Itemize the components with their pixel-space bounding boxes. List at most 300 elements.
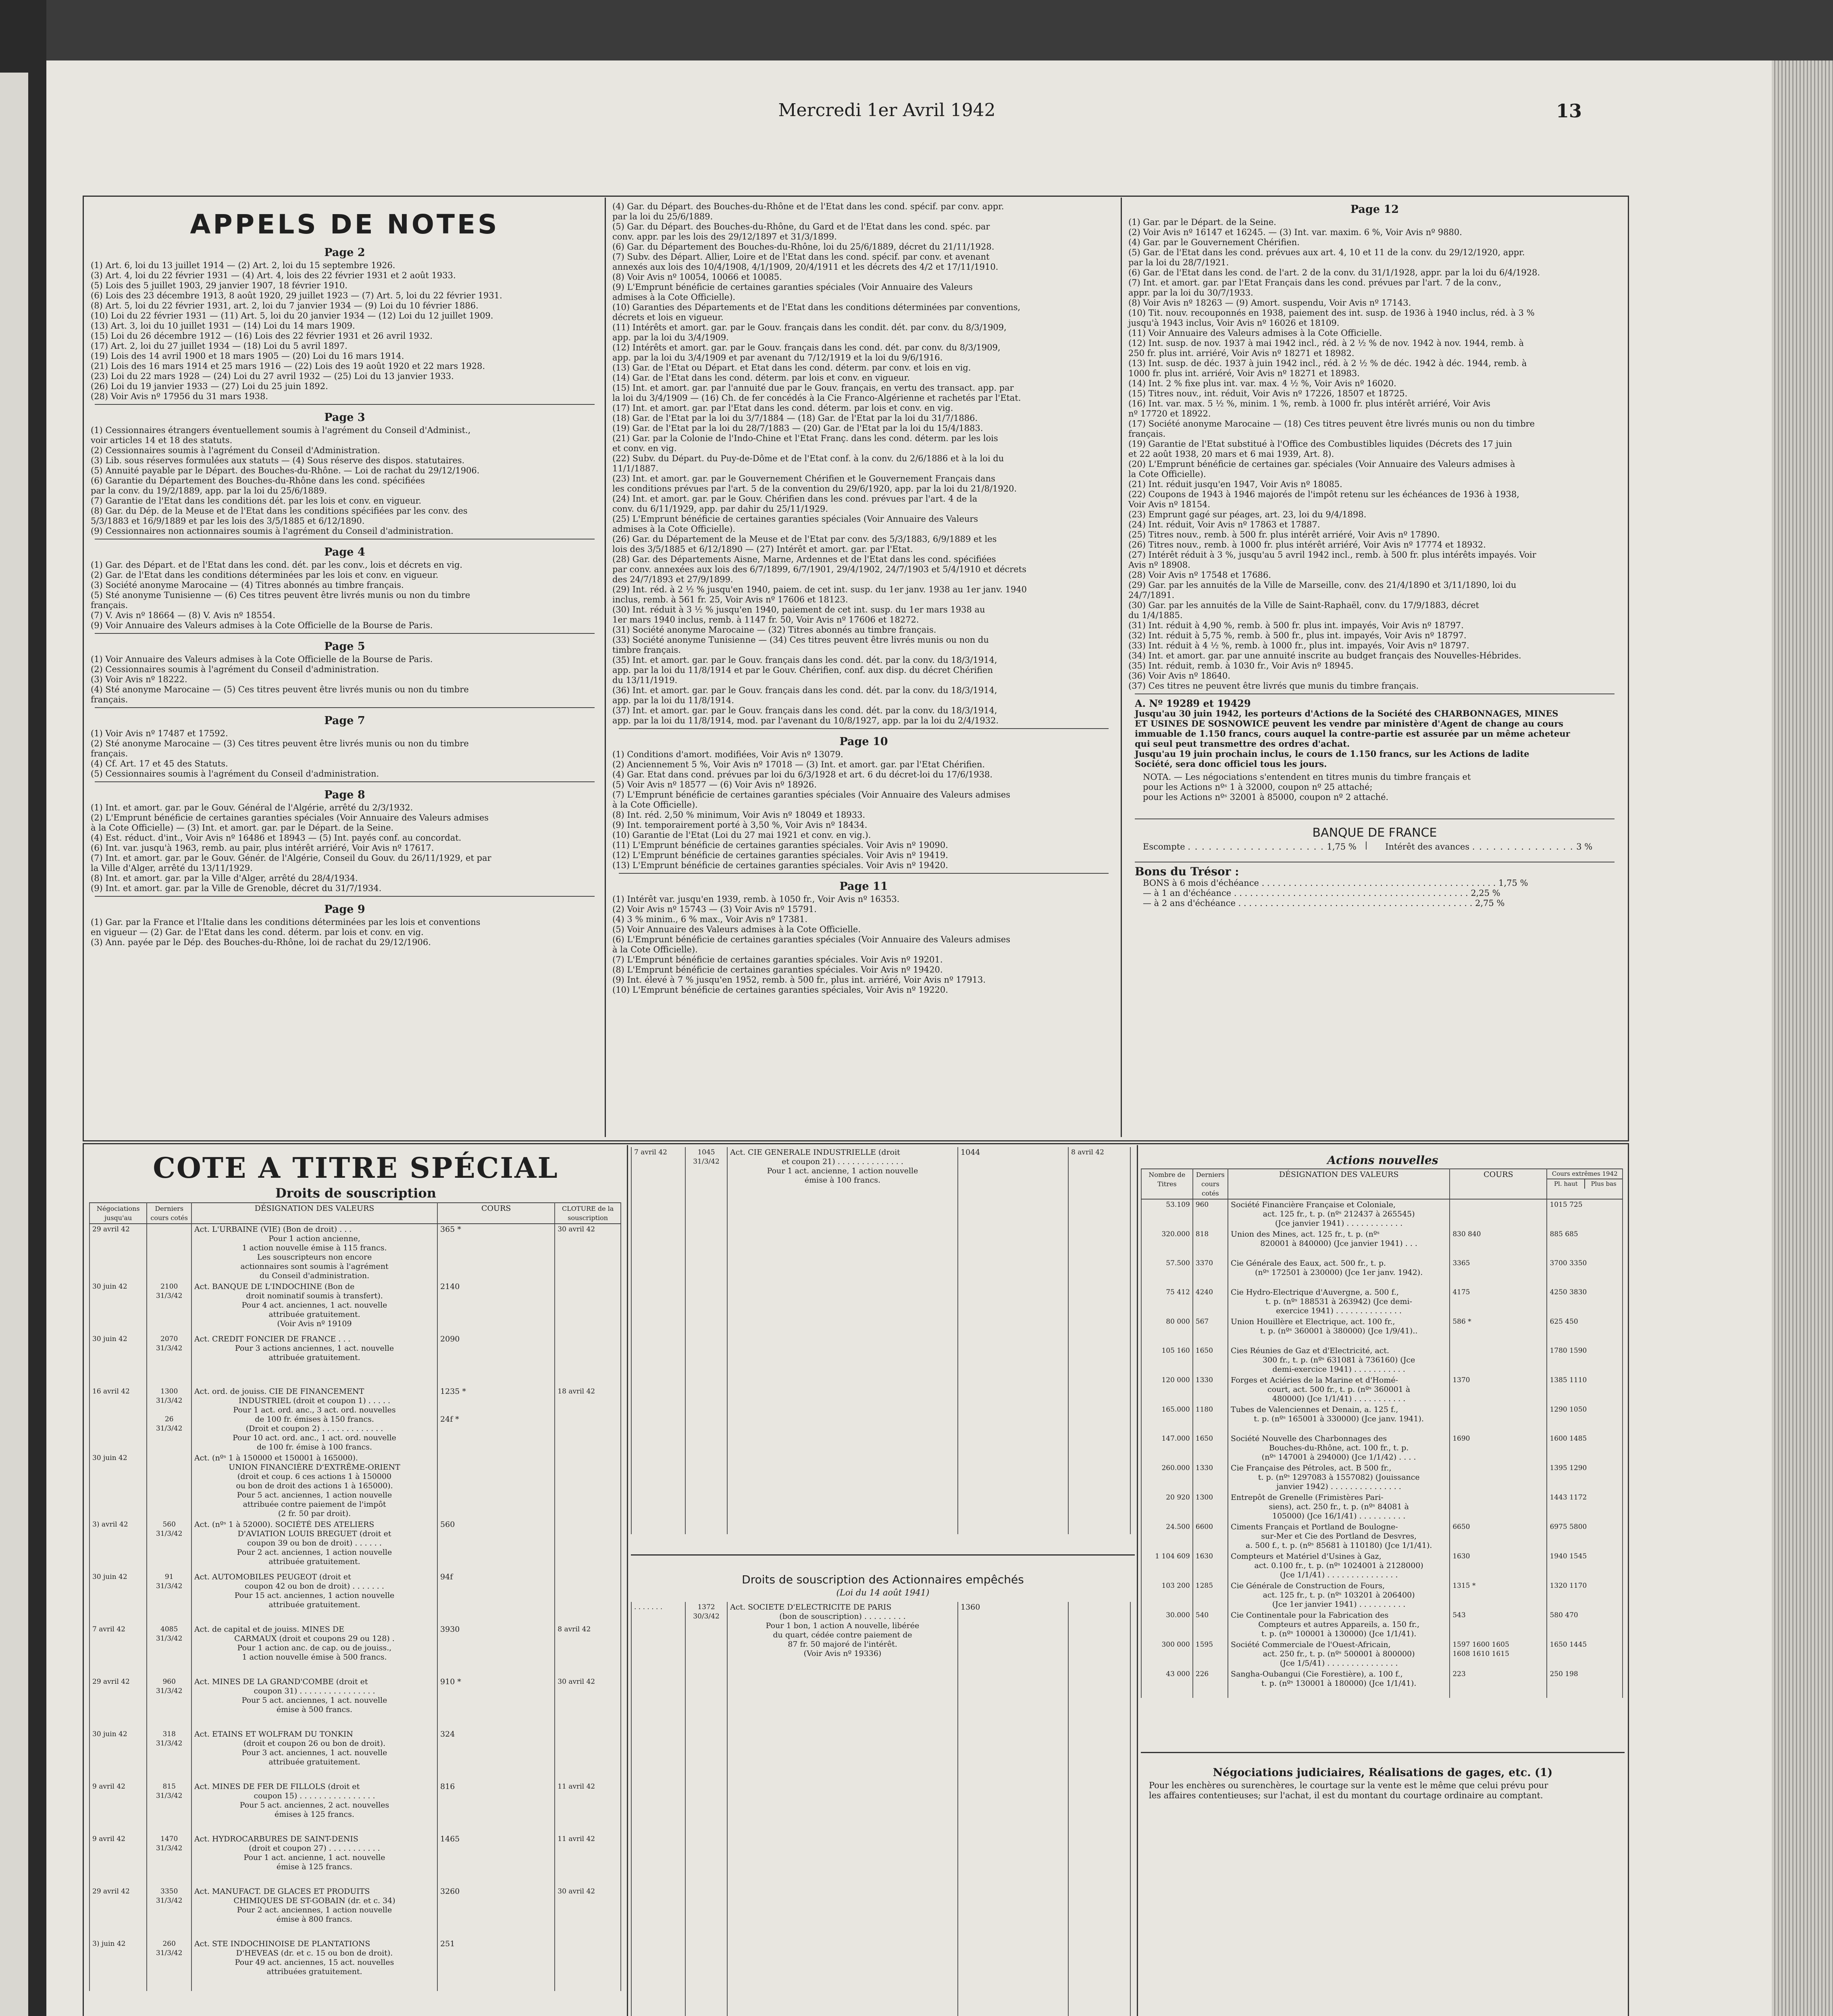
designation (191, 1224, 437, 1281)
note-line: (15) Int. et amort. gar. par l'annuité due par le Gouv. français, en vertu des transact. app. par (612, 383, 1014, 393)
designation (191, 1624, 437, 1677)
tresor-rate-row (1127, 898, 1623, 908)
note-line: par la conv. du 19/2/1889, app. par la loi du 25/6/1889. (91, 486, 327, 496)
note-line: (31) Société anonyme Marocaine — (32) Titres abonnés au timbre français. (612, 625, 936, 635)
note-line: admises à la Cote Officielle). (612, 524, 736, 534)
table-row (89, 1781, 621, 1834)
designation-line: attribuée gratuitement. (268, 1758, 360, 1766)
nota-text (1143, 772, 1623, 802)
designation-line: 1 action nouvelle émise à 115 francs. (242, 1243, 387, 1252)
divider (619, 873, 1109, 874)
note-line: (14) Gar. de l'Etat dans les cond. déterm. par lois et conv. en vigueur. (612, 373, 910, 383)
designation-line: Pour 1 action anc. de cap. ou de jouiss., (237, 1643, 392, 1652)
designation-line: Pour 5 act. anciennes, 1 action nouvelle (237, 1491, 392, 1500)
designation-line: 87 fr. 50 majoré de l'intérêt. (788, 1640, 897, 1649)
cours: 1370 (1450, 1375, 1547, 1404)
actions-table (1141, 1168, 1623, 1698)
table-row (1141, 1463, 1623, 1492)
designation-line: attribuées gratuitement. (266, 1967, 362, 1976)
note-line: (18) Gar. de l'Etat par la loi du 3/7/1884 — (18) Gar. de l'Etat par la loi du 31/7/1886. (612, 413, 978, 423)
note-line: (7) Subv. des Départ. Allier, Loire et de l'Etat dans les cond. spécif. par conv. et avenant (612, 252, 990, 262)
designation-line: CHIMIQUES DE ST-GOBAIN (dr. et c. 34) (233, 1896, 395, 1905)
designation-line: 820001 à 840000) (Jce janvier 1941) . . . (1260, 1239, 1417, 1248)
note-line: (1) Art. 6, loi du 13 juillet 1914 — (2) Art. 2, loi du 15 septembre 1926. (91, 260, 395, 270)
table-row (1141, 1404, 1623, 1433)
note-line: (1) Intérêt var. jusqu'en 1939, remb. à 1050 fr., Voir Avis nº 16353. (612, 894, 900, 904)
divider (619, 728, 1109, 729)
page11-heading: Page 11 (839, 880, 888, 893)
note-line: Avis nº 18908. (1128, 560, 1190, 570)
last-cours: 1470 31/3/42 (147, 1834, 191, 1886)
note-line: (8) Voir Avis nº 18263 — (9) Amort. suspendu, Voir Avis nº 17143. (1128, 298, 1411, 308)
derniers-cours: 1650 (1193, 1345, 1228, 1375)
note-line: app. par la loi du 11/8/1914 et par le Gouv. Chérifien, conf. aux disp. du décret Chérifien (612, 665, 993, 675)
cloture-date: 11 avril 42 (555, 1781, 621, 1834)
designation-line: (droit et coupon 27) . . . . . . . . . . . (249, 1844, 380, 1853)
note-line: (7) L'Emprunt bénéficie de certaines garanties spéciales (Voir Annuaire des Valeurs admises (612, 790, 1011, 800)
cours: 1465 (437, 1834, 555, 1886)
note-line: (8) Gar. du Dép. de la Meuse et de l'Etat dans les conditions spécifiées par les conv. des (91, 506, 468, 516)
facing-page-edge (0, 73, 28, 2016)
designation (191, 1729, 437, 1781)
designation-line: Pour 4 act. anciennes, 1 act. nouvelle (241, 1301, 387, 1310)
note-line: (1) Int. et amort. gar. par le Gouv. Général de l'Algérie, arrêté du 2/3/1932. (91, 803, 413, 812)
note-line: (35) Int. et amort. gar. par le Gouv. français dans les cond. dét. par la conv. du 18/3/1914, (612, 655, 997, 665)
designation-line: Act. (nºˢ 1 à 150000 et 150001 à 165000). (194, 1454, 358, 1462)
designation-line: t. p. (nºˢ 100001 à 130000) (Jce 1/1/41). (1261, 1629, 1417, 1638)
table-row (89, 1386, 621, 1453)
cours (1450, 1463, 1547, 1492)
note-line: (7) Int. et amort. gar. par le Gouv. Génér. de l'Algérie, Conseil du Gouv. du 26/11/1929, et par (91, 853, 491, 863)
divider (1141, 1752, 1625, 1753)
designation-line: Union des Mines, act. 125 fr., t. p. (nºˢ (1231, 1230, 1380, 1239)
page11-notes (611, 894, 1117, 995)
derniers-cours: 226 (1193, 1669, 1228, 1698)
designation (191, 1677, 437, 1729)
designation (1228, 1669, 1450, 1698)
designation-line: Act. SOCIETE D'ELECTRICITE DE PARIS (730, 1603, 892, 1612)
table-row (89, 1834, 621, 1886)
cours-extremes: 1290 1050 (1547, 1404, 1623, 1433)
note-line: (21) Gar. par la Colonie de l'Indo-Chine et l'Etat Franç. dans les cond. déterm. par les lois (612, 433, 998, 443)
negociation-date: 29 avril 42 (89, 1677, 147, 1729)
negociation-date: 29 avril 42 (89, 1224, 147, 1281)
designation-line: coupon 15) . . . . . . . . . . . . . . . . (254, 1791, 375, 1800)
note-line: (30) Int. réduit à 3 ½ % jusqu'en 1940, paiement de cet int. susp. du 1er mars 1938 au (612, 605, 985, 614)
empeches-title: Droits de souscription des Actionnaires empêchés (742, 1573, 1024, 1586)
designation (191, 1834, 437, 1886)
note-line: (5) Voir Annuaire des Valeurs admises à la Cote Officielle. (612, 925, 861, 934)
designation (191, 1939, 437, 1991)
cours (437, 1453, 555, 1519)
nego-line: les affaires contentieuses; sur l'achat, il est du montant du courtage ordinaire au comptant. (1149, 1791, 1543, 1800)
designation-line: t. p. (nºˢ 130001 à 180000) (Jce 1/1/41). (1261, 1679, 1417, 1688)
leader-dots: . . . . . . . . . . . . . . . . . . . . . . . . . . . . . . . . . . . . . . . . . . . . (1236, 898, 1475, 908)
page5-notes (87, 654, 603, 705)
designation-line: (Jce 1/5/41) . . . . . . . . . . . . . . . (1280, 1659, 1398, 1668)
avis-line: ET USINES DE SOSNOWICE peuvent les vendre par ministère d'Agent de change au cours (1135, 719, 1564, 729)
cours (1450, 1404, 1547, 1433)
note-line: (20) L'Emprunt bénéficie de certaines gar. spéciales (Voir Annuaire des Valeurs admises à (1128, 459, 1515, 469)
note-line: (6) Garantie du Département des Bouches-du-Rhône dans les cond. spécifiées (91, 476, 425, 485)
designation-line: (Voir Avis nº 19336) (803, 1649, 882, 1658)
last-cours: 318 31/3/42 (147, 1729, 191, 1781)
table-row (1141, 1345, 1623, 1375)
last-cours: 260 31/3/42 (147, 1939, 191, 1991)
col-negociations: Négociations jusqu'au (89, 1203, 147, 1224)
designation (191, 1886, 437, 1939)
designation-line: Pour 1 bon, 1 action A nouvelle, libérée (766, 1621, 920, 1630)
note-line: 24/7/1891. (1128, 590, 1175, 600)
tresor-rates (1127, 878, 1623, 908)
negociation-date: . . . . . . . (631, 1602, 685, 2016)
nombre-titres: 43 000 (1141, 1669, 1193, 1698)
table-row (1141, 1316, 1623, 1345)
designation-line: attribuée contre paiement de l'impôt (243, 1500, 386, 1509)
cours: 365 * (437, 1224, 555, 1281)
designation-line: Compteurs et autres Appareils, a. 150 fr., (1258, 1620, 1420, 1629)
upper-divider-2 (1121, 198, 1122, 1137)
page10-heading: Page 10 (839, 735, 888, 748)
note-line: (21) Lois des 16 mars 1914 et 25 mars 1916 — (22) Lois des 19 août 1920 et 22 mars 1928. (91, 361, 485, 371)
derniers-cours: 1300 (1193, 1492, 1228, 1522)
designation-line: Sangha-Oubangui (Cie Forestière), a. 100 f., (1231, 1670, 1403, 1679)
note-line: français. (1128, 429, 1166, 439)
nombre-titres: 80 000 (1141, 1316, 1193, 1345)
negociation-date: 30 juin 42 (89, 1729, 147, 1781)
designation-line: siens), act. 250 fr., t. p. (nºˢ 84081 à (1269, 1502, 1409, 1511)
note-line: (8) Voir Avis nº 10054, 10066 et 10085. (612, 272, 782, 282)
note-line: en vigueur — (2) Gar. de l'Etat dans les cond. déterm. par lois et conv. en vig. (91, 927, 424, 937)
last-cours: 815 31/3/42 (147, 1781, 191, 1834)
nota-line: NOTA. — Les négociations s'entendent en titres munis du timbre français et (1143, 772, 1471, 782)
designation (191, 1334, 437, 1386)
cours-extremes: 1780 1590 (1547, 1345, 1623, 1375)
designation-line: Act. L'URBAINE (VIE) (Bon de droit) . . . (194, 1225, 352, 1234)
note-line: (36) Int. et amort. gar. par le Gouv. français dans les cond. dét. par la conv. du 18/3/1914, (612, 685, 997, 695)
col-bas: Plus bas (1591, 1180, 1617, 1187)
note-line: (9) Int. élevé à 7 % jusqu'en 1952, remb. à 500 fr., plus int. arriéré, Voir Avis nº 17913. (612, 975, 986, 985)
page3-notes (87, 425, 603, 536)
nombre-titres: 300 000 (1141, 1639, 1193, 1669)
note-line: (22) Coupons de 1943 à 1946 majorés de l'impôt retenu sur les échéances de 1936 à 1938, (1128, 489, 1519, 499)
note-line: (5) Sté anonyme Tunisienne — (6) Ces titres peuvent être livrés munis ou non du timbre (91, 590, 470, 600)
nombre-titres: 147.000 (1141, 1433, 1193, 1463)
table-row (89, 1453, 621, 1519)
table-row (1141, 1287, 1623, 1316)
note-line: à la Cote Officielle) — (3) Int. et amort. gar. par le Départ. de la Seine. (91, 823, 394, 833)
cours: 324 (437, 1729, 555, 1781)
page8-notes (87, 803, 603, 893)
note-line: des 24/7/1893 et 27/9/1899. (612, 575, 733, 584)
table-row (1141, 1492, 1623, 1522)
nombre-titres: 57.500 (1141, 1258, 1193, 1287)
designation-line: janvier 1942) . . . . . . . . . . . . . . . (1276, 1482, 1401, 1491)
note-line: (26) Titres nouv., remb. à 1000 fr. plus intérêt arriéré, Voir Avis nº 17774 et 18932. (1128, 540, 1486, 550)
divider (95, 404, 595, 405)
designation-line: demi-exercice 1941) . . . . . . . . . . . (1272, 1365, 1405, 1374)
cours: 1315 * (1450, 1581, 1547, 1610)
cours: 1044 (958, 1147, 1068, 1534)
note-line: (13) Int. susp. de déc. 1937 à juin 1942 incl., réd. à 2 ½ % de déc. 1942 à déc. 1944, remb. à (1128, 358, 1527, 368)
cours: 3260 (437, 1886, 555, 1939)
page2-heading: Page 2 (324, 246, 365, 259)
note-line: français. (91, 600, 128, 610)
actions-rows (1141, 1199, 1623, 1698)
note-line: (7) L'Emprunt bénéficie de certaines garanties spéciales. Voir Avis nº 19201. (612, 955, 943, 964)
designation (1228, 1375, 1450, 1404)
designation-line: (droit et coup. 6 ces actions 1 à 150000 (237, 1472, 392, 1481)
table-row (89, 1677, 621, 1729)
note-line: (4) Gar. Etat dans cond. prévues par loi du 6/3/1928 et art. 6 du décret-loi du 17/6/1938. (612, 770, 993, 779)
note-line: (6) Gar. du Département des Bouches-du-Rhône, loi du 25/6/1889, décret du 21/11/1928. (612, 242, 995, 252)
cours: 1360 (958, 1602, 1068, 2016)
designation-line: coupon 42 ou bon de droit) . . . . . . . (245, 1582, 384, 1591)
note-line: (13) L'Emprunt bénéficie de certaines garanties spéciales. Voir Avis nº 19420. (612, 860, 948, 870)
designation-line: Cie Hydro-Electrique d'Auvergne, a. 500 f., (1231, 1288, 1399, 1297)
tresor-value: 2,75 % (1475, 898, 1505, 908)
cloture-date: 8 avril 42 (555, 1624, 621, 1677)
derniers-cours: 1330 (1193, 1463, 1228, 1492)
cote-table (89, 1202, 621, 1991)
note-line: (7) Garantie de l'Etat dans les conditions dét. par les lois et conv. en vigueur. (91, 496, 422, 506)
designation-line: exercice 1941) . . . . . . . . . . . . . . (1276, 1306, 1402, 1315)
note-line: français. (91, 749, 128, 758)
note-line: du 13/11/1919. (612, 675, 678, 685)
cours: 1630 (1450, 1551, 1547, 1581)
note-line: (17) Int. et amort. gar. par l'Etat dans les cond. déterm. par lois et conv. en vig. (612, 403, 953, 413)
note-line: (12) Intérêts et amort. gar. par le Gouv. français dans les cond. dét. par conv. du 8/3/1909, (612, 343, 1001, 352)
note-line: timbre français. (612, 645, 681, 655)
note-line: (9) Voir Annuaire des Valeurs admises à la Cote Officielle de la Bourse de Paris. (91, 621, 433, 630)
table-row (631, 1602, 1130, 2016)
divider (95, 781, 595, 782)
designation-line: Cie Continentale pour la Fabrication des (1231, 1611, 1389, 1620)
cote-continued-column (631, 1147, 1135, 2016)
cote-subtitle: Droits de souscription (275, 1185, 436, 1201)
negociation-date: 9 avril 42 (89, 1781, 147, 1834)
note-line: (1) Gar. par le Départ. de la Seine. (1128, 217, 1276, 227)
nombre-titres: 30.000 (1141, 1610, 1193, 1639)
leader-dots: . . . . . . . . . . . . . . . . . . . . . . . . . . . . . . . . . . . . . . . . . . . . (1259, 878, 1499, 888)
designation-line: Société Financière Française et Coloniale, (1231, 1200, 1396, 1209)
designation-line: Pour 1 act. ancienne, 1 action nouvelle (767, 1166, 918, 1175)
note-line: (2) Voir Avis nº 16147 et 16245. — (3) Int. var. maxim. 6 %, Voir Avis nº 9880. (1128, 227, 1462, 237)
table-row (89, 1624, 621, 1677)
derniers-cours: 540 (1193, 1610, 1228, 1639)
right-notes-column (1127, 202, 1623, 1137)
note-line: (10) Garanties des Départements et de l'Etat dans les conditions déterminées par conventions, (612, 302, 1021, 312)
last-cours (147, 1453, 191, 1519)
designation (191, 1781, 437, 1834)
tresor-rate-row (1127, 888, 1623, 898)
note-line: (12) L'Emprunt bénéficie de certaines garanties spéciales. Voir Avis nº 19419. (612, 850, 948, 860)
note-line: (2) L'Emprunt bénéficie de certaines garanties spéciales (Voir Annuaire des Valeurs admises (91, 813, 489, 823)
cloture-date: 30 avril 42 (555, 1224, 621, 1281)
note-line: par la loi du 28/7/1921. (1128, 258, 1229, 267)
note-line: (35) Int. réduit, remb. à 1030 fr., Voir Avis nº 18945. (1128, 661, 1354, 671)
divider (95, 707, 595, 708)
divider (95, 896, 595, 897)
note-line: (23) Emprunt gagé sur péages, art. 23, loi du 9/4/1898. (1128, 510, 1367, 519)
derniers-cours: 1630 (1193, 1551, 1228, 1581)
note-line: (28) Voir Avis nº 17548 et 17686. (1128, 570, 1271, 580)
nombre-titres: 103 200 (1141, 1581, 1193, 1610)
note-line: par la loi du 25/6/1889. (612, 212, 713, 221)
cours: 3365 (1450, 1258, 1547, 1287)
page12-notes (1127, 217, 1623, 691)
nombre-titres: 24.500 (1141, 1522, 1193, 1551)
note-line: (25) Titres nouv., remb. à 500 fr. plus intérêt arriéré, Voir Avis nº 17890. (1128, 530, 1440, 539)
note-line: (33) Int. réduit à 4 ½ %, remb. à 1000 fr., plus int. impayés, Voir Avis nº 18797. (1128, 641, 1469, 650)
designation-line: Société Commerciale de l'Ouest-Africain, (1231, 1640, 1391, 1649)
derniers-cours: 1330 (1193, 1375, 1228, 1404)
note-line: (23) Loi du 22 mars 1928 — (24) Loi du 27 avril 1932 — (25) Loi du 13 janvier 1933. (91, 371, 454, 381)
designation-line: (nºˢ 172501 à 230000) (Jce 1er janv. 1942). (1255, 1268, 1423, 1277)
note-line: la loi du 3/4/1909 — (16) Ch. de fer concédés à la Cie Franco-Algérienne et rachetés par l'Etat. (612, 393, 1021, 403)
cloture-date (555, 1729, 621, 1781)
note-line: conv. appr. par les lois des 29/12/1897 et 31/3/1899. (612, 232, 837, 242)
note-line: (11) Voir Annuaire des Valeurs admises à la Cote Officielle. (1128, 328, 1382, 338)
designation-line: Act. CREDIT FONCIER DE FRANCE . . . (194, 1335, 351, 1343)
table-row (1141, 1581, 1623, 1610)
designation-line: Act. ETAINS ET WOLFRAM DU TONKIN (194, 1730, 353, 1739)
note-line: (6) Lois des 23 décembre 1913, 8 août 1920, 29 juillet 1923 — (7) Art. 5, loi du 22 février 1931. (91, 291, 502, 300)
derniers-cours: 4240 (1193, 1287, 1228, 1316)
cours-extremes: 1395 1290 (1547, 1463, 1623, 1492)
last-cours: 91 31/3/42 (147, 1572, 191, 1624)
designation (1228, 1287, 1450, 1316)
page10-notes (611, 750, 1117, 871)
note-line: 5/3/1883 et 16/9/1889 et par les lois des 3/5/1885 et 6/12/1890. (91, 516, 365, 526)
designation-line: (bon de souscription) . . . . . . . . . (779, 1612, 906, 1621)
designation-line: coupon 39 ou bon de droit) . . . . . . (247, 1539, 382, 1547)
note-line: (22) Subv. du Départ. du Puy-de-Dôme et de l'Etat conf. à la conv. du 2/6/1886 et à la loi du (612, 454, 1004, 463)
note-line: (19) Garantie de l'Etat substitué à l'Office des Combustibles liquides (Décrets des 17 juin (1128, 439, 1512, 449)
note-line: (3) Lib. sous réserves formulées aux statuts — (4) Sous réserve des dispos. statutaires. (91, 456, 465, 465)
note-line: (12) Int. susp. de nov. 1937 à mai 1942 incl., réd. à 2 ½ % de nov. 1942 à nov. 1944, remb. à (1128, 338, 1524, 348)
note-line: (26) Loi du 19 janvier 1933 — (27) Loi du 25 juin 1892. (91, 381, 328, 391)
table-row (89, 1224, 621, 1281)
designation-line: act. 250 fr., t. p. (nºˢ 500001 à 800000) (1263, 1649, 1415, 1658)
avances-label: Intérêt des avances (1385, 842, 1470, 852)
page4-heading: Page 4 (324, 546, 365, 558)
table-row (89, 1729, 621, 1781)
col-haut: Pl. haut (1547, 1179, 1585, 1189)
designation-line: (droit et coupon 26 ou bon de droit). (243, 1739, 386, 1748)
designation-line: 1 action nouvelle émise à 500 francs. (242, 1653, 387, 1662)
cote-column (87, 1147, 625, 2016)
note-line: (17) Société anonyme Marocaine — (18) Ces titres peuvent être livrés munis ou non du timbre (1128, 419, 1535, 429)
designation-line: Act. (nºˢ 1 à 52000). SOCIÉTÉ DES ATELIERS (194, 1520, 375, 1529)
cours: 6650 (1450, 1522, 1547, 1551)
table-row (89, 1572, 621, 1624)
note-line: (16) Int. var. max. 5 ½ %, minim. 1 %, remb. à 1000 fr. plus intérêt arriéré, Voir Avis (1128, 399, 1491, 408)
cote-title: COTE A TITRE SPÉCIAL (153, 1151, 559, 1185)
last-cours: 2100 31/3/42 (147, 1281, 191, 1334)
cloture-date (555, 1281, 621, 1334)
note-line: (15) Loi du 26 décembre 1912 — (16) Lois des 22 février 1931 et 26 avril 1932. (91, 331, 433, 341)
note-line: (4) Gar. par le Gouvernement Chérifien. (1128, 237, 1300, 247)
designation-line: CARMAUX (droit et coupons 29 ou 128) . (234, 1634, 395, 1643)
note-line: (7) V. Avis nº 18664 — (8) V. Avis nº 18554. (91, 610, 276, 620)
note-line: nº 17720 et 18922. (1128, 409, 1211, 419)
col-derniers-cours: Derniers cours cotés (1193, 1169, 1228, 1199)
designation-line: Cies Réunies de Gaz et d'Electricité, act. (1231, 1346, 1390, 1355)
note-line: (4) 3 % minim., 6 % max., Voir Avis nº 17381. (612, 914, 808, 924)
divider (631, 1554, 1135, 1556)
page2-notes (87, 260, 603, 402)
designation-line: Pour 15 act. anciennes, 1 action nouvelle (234, 1591, 395, 1600)
designation (1228, 1404, 1450, 1433)
designation-line: act. 0.100 fr., t. p. (nºˢ 1024001 à 2128000) (1254, 1561, 1423, 1570)
note-line: (9) Int. temporairement porté à 3,50 %, Voir Avis nº 18434. (612, 820, 868, 830)
page-date: Mercredi 1er Avril 1942 (778, 100, 996, 121)
negociation-date: 9 avril 42 (89, 1834, 147, 1886)
negociation-date: 7 avril 42 (89, 1624, 147, 1677)
cloture-date (1068, 1602, 1130, 2016)
note-line: (9) L'Emprunt bénéficie de certaines garanties spéciales (Voir Annuaire des Valeurs (612, 282, 973, 292)
nota-line: pour les Actions nºˢ 32001 à 85000, coupon nº 2 attaché. (1143, 792, 1389, 802)
derniers-cours: 1285 (1193, 1581, 1228, 1610)
banque-de-france-heading: BANQUE DE FRANCE (1312, 826, 1437, 840)
table-row (1141, 1669, 1623, 1698)
designation-line: Cie Générale de Construction de Fours, (1231, 1581, 1385, 1590)
note-line: (2) Cessionnaires soumis à l'agrément du Conseil d'administration. (91, 664, 379, 674)
avis-line: Jusqu'au 19 juin prochain inclus, le cours de 1.150 francs, sur les Actions de ladite (1135, 749, 1529, 759)
negociation-date: 16 avril 42 (89, 1386, 147, 1453)
nego-title: Négociations judiciaires, Réalisations de gages, etc. (1) (1213, 1766, 1553, 1779)
derniers-cours: 818 (1193, 1229, 1228, 1258)
designation-line: coupon 31) . . . . . . . . . . . . . . . . (254, 1687, 375, 1695)
note-line: (15) Titres nouv., int. réduit, Voir Avis nº 17226, 18507 et 18725. (1128, 389, 1408, 398)
note-line: la Ville d'Alger, arrêté du 13/11/1929. (91, 863, 253, 873)
cours-extremes: 1650 1445 (1547, 1639, 1623, 1669)
note-line: (1) Conditions d'amort. modifiées, Voir Avis nº 13079. (612, 750, 843, 759)
tresor-rate-row (1127, 878, 1623, 888)
table-row (1141, 1199, 1623, 1229)
note-line: français. (91, 695, 128, 704)
page12-heading: Page 12 (1350, 203, 1399, 216)
note-line: (19) Lois des 14 avril 1900 et 18 mars 1905 — (20) Loi du 16 mars 1914. (91, 351, 404, 361)
cours-extremes: 1940 1545 (1547, 1551, 1623, 1581)
note-line: (13) Gar. de l'Etat ou Départ. et Etat dans les cond. déterm. par conv. et lois en vig. (612, 363, 971, 373)
designation-line: Pour 1 act. ancienne, 1 act. nouvelle (243, 1853, 385, 1862)
designation-line: sur-Mer et Cie des Portland de Desvres, (1261, 1532, 1417, 1541)
cloture-date: 30 avril 42 (555, 1886, 621, 1939)
nota-line: pour les Actions nºˢ 1 à 32000, coupon nº 25 attaché; (1143, 782, 1373, 792)
designation-line: émise à 100 francs. (804, 1176, 881, 1185)
designation (1228, 1316, 1450, 1345)
designation-line: Cie Française des Pétroles, act. B 500 fr., (1231, 1464, 1392, 1472)
cours: 4175 (1450, 1287, 1547, 1316)
negociation-date: 3) avril 42 (89, 1519, 147, 1572)
designation-line: Pour 2 act. anciennes, 1 action nouvelle (237, 1548, 392, 1557)
cours-extremes: 1385 1110 (1547, 1375, 1623, 1404)
designation-line: Compteurs et Matériel d'Usines à Gaz, (1231, 1552, 1382, 1561)
designation (1228, 1433, 1450, 1463)
negociation-date: 30 juin 42 (89, 1572, 147, 1624)
col-extremes (1547, 1169, 1623, 1199)
note-line: (11) Intérêts et amort. gar. par le Gouv. français dans les condit. dét. par conv. du 8/3/1909, (612, 323, 1007, 332)
note-line: la Cote Officielle). (1128, 469, 1206, 479)
note-line: (29) Gar. par les annuités de la Ville de Marseille, conv. des 21/4/1890 et 3/11/1890, loi du (1128, 580, 1517, 590)
last-cours: 960 31/3/42 (147, 1677, 191, 1729)
note-line: (23) Int. et amort. gar. par le Gouvernement Chérifien et le Gouvernement Français dans (612, 474, 995, 483)
note-line: (1) Gar. des Départ. et de l'Etat dans les cond. dét. par les conv., lois et décrets en vig. (91, 560, 463, 570)
tresor-label: BONS à 6 mois d'échéance (1143, 878, 1259, 888)
nombre-titres: 320.000 (1141, 1229, 1193, 1258)
